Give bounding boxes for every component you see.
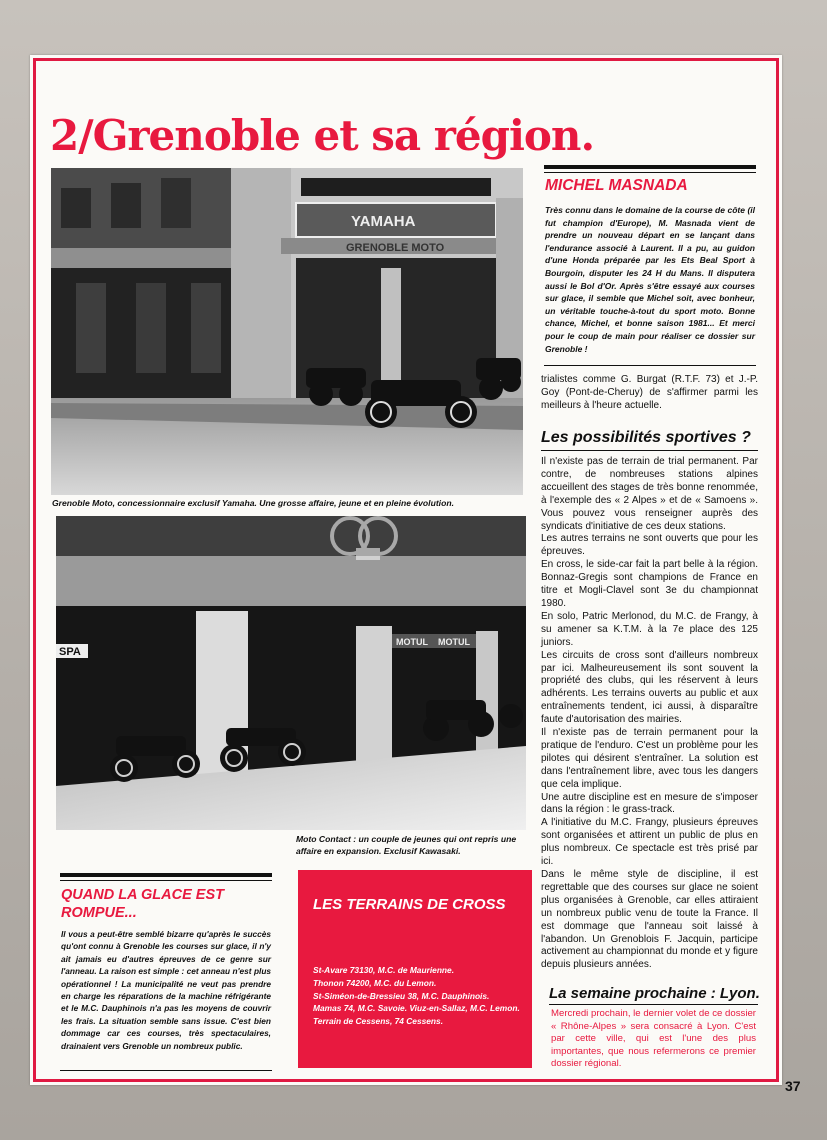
motul-sign-2: MOTUL — [438, 637, 470, 647]
terrains-list — [313, 964, 523, 1028]
masnada-heading: MICHEL MASNADA — [545, 177, 688, 194]
grenoble-moto-sign: GRENOBLE MOTO — [346, 242, 445, 254]
terrains-line-5: Terrain de Cessens, 74 Cessens. — [313, 1016, 444, 1027]
possibilites-p4: En solo, Patric Merlonod, du M.C. de Frangy, à su amener sa K.T.M. à la 7e place des 125 juniors. — [541, 610, 758, 648]
storefront-photo-2 — [56, 516, 526, 830]
possibilites-body — [541, 456, 758, 972]
storefront-photo-1 — [51, 168, 523, 495]
trialistes-text: trialistes comme G. Burgat (R.T.F. 73) et J.-P. Goy (Pont-de-Cheruy) de s'affirmer parmi les meilleurs à l'heure actuelle. — [541, 374, 758, 411]
semaine-heading: La semaine prochaine : Lyon. — [549, 985, 760, 1002]
terrains-line-1: St-Avare 73130, M.C. de Maurienne. — [313, 965, 455, 975]
glace-rule-thick — [60, 873, 272, 877]
possibilites-p7: Une autre discipline est en mesure de s'imposer dans la région : le grass-track. — [541, 791, 758, 816]
photo1-caption: Grenoble Moto, concessionnaire exclusif Yamaha. Une grosse affaire, jeune et en pleine évolution. — [52, 498, 454, 508]
motul-sign-1: MOTUL — [396, 637, 428, 647]
watermark-logo — [326, 514, 402, 562]
glace-heading — [61, 886, 224, 922]
photo-moto-contact — [56, 516, 526, 830]
glace-text: Il vous a peut-être semblé bizarre qu'après le succès qu'ont connu à Grenoble les courses sur glace, il n'y ait jamais eu d'autres épreuves de ce genre sur l'anneau. La raison est simple : cet anneau n'est plus opérationnel ! La municipalité ne veut pas prendre en charge les réparations de la machine réfrigérante et le M.C. Dauphinois n'a pas les moyens de couvrir les frais. La situation semble sans issue. C'est bien dommage car ces courses, très spectaculaires, drainaient vers Grenoble un nombreux public. — [61, 929, 271, 1051]
photo2-caption: Moto Contact : un couple de jeunes qui ont repris une affaire en expansion. Exclusif Kawasaki. — [296, 834, 517, 856]
possibilites-p1: Il n'existe pas de terrain de trial permanent. Par contre, de nombreuses stations alpines accueillent des stages de très bonne renommée, à l'exemple des « 2 Alpes » et de « Samoens ». Vous pouvez vous renseigner auprès des syndicats d'initiative de ces deux stations. — [541, 456, 758, 532]
terrains-box — [298, 870, 532, 1068]
possibilites-p3: En cross, le side-car fait la part belle à la région. Bonnaz-Gregis sont champions de France en titre et Mogli-Clavel sont 3e du championnat 1980. — [541, 559, 758, 609]
possibilites-p6: Il n'existe pas de terrain permanent pour la pratique de l'enduro. C'est un problème pour les pilotes qui désirent s'entraîner. La solution est dans l'entraînement libre, avec tous les dangers que cela implique. — [541, 727, 758, 790]
semaine-rule — [549, 1004, 758, 1005]
glace-rule-bottom — [60, 1070, 272, 1071]
possibilites-rule — [541, 450, 758, 451]
possibilites-p8: A l'initiative du M.C. Frangy, plusieurs épreuves sont organisées et attirent un public de plus en plus nombreux. Ce spectacle est très prisé par ici. — [541, 817, 758, 868]
terrains-line-3: St-Siméon-de-Bressieu 38, M.C. Dauphinois. — [313, 990, 490, 1001]
terrains-heading: LES TERRAINS DE CROSS — [313, 896, 506, 913]
masnada-rule-thin — [544, 172, 756, 173]
possibilites-p2: Les autres terrains ne sont ouverts que pour les épreuves. — [541, 533, 758, 558]
terrains-line-2: Thonon 74200, M.C. du Lemon. — [313, 977, 437, 988]
yamaha-sign: YAMAHA — [351, 213, 416, 230]
masnada-rule-thick — [544, 165, 756, 169]
semaine-text: Mercredi prochain, le dernier volet de ce dossier « Rhône-Alpes » sera consacré à Lyon. C'est par cette ville, qui est l'une des plus importantes, que nous refermerons ce premier dossier régional. — [551, 1008, 756, 1070]
glace-rule-thin — [60, 880, 272, 881]
masnada-text: Très connu dans le domaine de la course de côte (il fut champion d'Europe), M. Masnada vient de prendre un nouveau départ en se lançant dans l'endurance associé à Laurent. Il a pu, au guidon d'une Honda préparée par les Ets Beal Sport à Bourgoin, disputer les 24 H du Mans. Il disputera aussi le Bol d'Or. Après s'être essayé aux courses sur glace, il semble que Michel soit, avec bonheur, un véritable touche-à-tout du sport moto. Bonne chance, Michel, et bonne saison 1981... Et merci pour le coup de main pour réaliser ce dossier sur Grenoble ! — [545, 205, 755, 354]
possibilites-heading: Les possibilités sportives ? — [541, 429, 751, 446]
glace-heading-line1: QUAND LA GLACE EST — [61, 887, 224, 903]
possibilites-p9: Dans le même style de discipline, il est regrettable que des courses sur glace ne soient plus organisées à Grenoble, car elles attiraient un nombreux public venu de toute la France. Il est dommage que l'anneau soit laissé à l'abandon. Un Grenoblois F. Jacquin, participe activement au championnat du monde et y figure depuis plusieurs années. — [541, 869, 758, 971]
page-title: 2/Grenoble et sa région. — [50, 111, 595, 160]
terrains-line-4: Mamas 74, M.C. Savoie. Viuz-en-Sallaz, M.C. Lemon. — [313, 1003, 520, 1014]
photo-grenoble-moto — [51, 168, 523, 495]
page-number: 37 — [785, 1078, 801, 1094]
spa-sign: SPA — [59, 646, 81, 658]
possibilites-p5: Les circuits de cross sont d'ailleurs nombreux par ici. Malheureusement ils sont souvent la propriété des clubs, qui les réservent à leurs adhérents. Les terrains ouverts au public et aux entraînements tendent, ici aussi, à disparaître faute d'autorisation des mairies. — [541, 649, 758, 726]
glace-heading-line2: ROMPUE... — [61, 905, 137, 921]
masnada-rule-bottom — [544, 365, 756, 366]
